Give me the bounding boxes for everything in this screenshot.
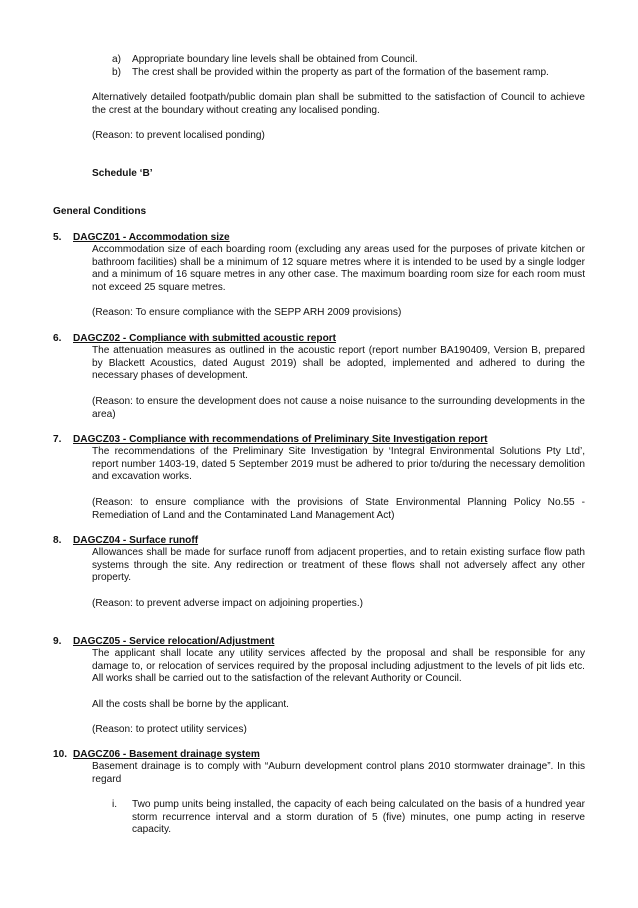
list-label: a): [112, 54, 121, 65]
condition-heading: DAGCZ06 - Basement drainage system: [73, 749, 260, 760]
list-text: The crest shall be provided within the property as part of the formation of the basement ramp.: [132, 67, 549, 78]
condition-number: 9.: [53, 636, 62, 647]
condition-heading: DAGCZ02 - Compliance with submitted acoustic report: [73, 333, 337, 344]
condition-heading: DAGCZ04 - Surface runoff: [73, 535, 199, 546]
condition-body: Allowances shall be made for surface runoff from adjacent properties, and to retain existing surface flow path systems through the site. Any redirection or treatment of these flows shall not adversely affect any other property.: [92, 547, 585, 583]
condition-body: Basement drainage is to comply with “Auburn development control plans 2010 stormwater drainage”. In this regard: [92, 761, 585, 785]
condition-body: Accommodation size of each boarding room (excluding any areas used for the purposes of private kitchen or bathroom facilities) shall be a minimum of 12 square metres where it is intended to be used by a single lodger and a minimum of 16 square metres in any other case. The maximum boarding room size for each room must not exceed 25 square metres.: [92, 244, 585, 293]
condition-number: 7.: [53, 434, 62, 445]
condition-number: 8.: [53, 535, 62, 546]
reason-text: (Reason: to prevent localised ponding): [92, 130, 265, 141]
condition-body: The recommendations of the Preliminary Site Investigation by ‘Integral Environmental Solutions Pty Ltd’, report number 1403-19, dated 5 September 2019 must be adhered to prior to/during the necessary demolition and excavation works.: [92, 446, 585, 482]
condition-heading: DAGCZ03 - Compliance with recommendations of Preliminary Site Investigation report: [73, 434, 488, 445]
reason-text: (Reason: to prevent adverse impact on adjoining properties.): [92, 598, 363, 609]
reason-text: (Reason: to ensure compliance with the provisions of State Environmental Planning Policy No.55 - Remediation of Land and the Contaminated Land Management Act): [92, 497, 585, 521]
reason-text: (Reason: to protect utility services): [92, 724, 247, 735]
condition-body: The applicant shall locate any utility services affected by the proposal and shall be responsible for any damage to, or relocation of services required by the proposal including adjustment to the levels of pit lids etc. All works shall be carried out to the satisfaction of the relevant Authority or Council.: [92, 648, 585, 684]
condition-number: 6.: [53, 333, 62, 344]
condition-body: The attenuation measures as outlined in the acoustic report (report number BA190409, Version B, prepared by Blackett Acoustics, dated August 2019) shall be adopted, implemented and adhered to during the necessary phases of development.: [92, 345, 585, 381]
condition-extra: All the costs shall be borne by the applicant.: [92, 699, 289, 710]
list-label: b): [112, 67, 121, 78]
condition-number: 10.: [53, 749, 68, 760]
schedule-title: Schedule ‘B’: [92, 168, 153, 179]
section-title: General Conditions: [53, 206, 147, 217]
sublist-label: i.: [112, 799, 118, 810]
list-text: Appropriate boundary line levels shall be obtained from Council.: [132, 54, 418, 65]
paragraph-alternative: Alternatively detailed footpath/public domain plan shall be submitted to the satisfaction of Council to achieve the crest at the boundary without creating any localised ponding.: [92, 92, 585, 116]
reason-text: (Reason: To ensure compliance with the SEPP ARH 2009 provisions): [92, 307, 402, 318]
sublist-text: Two pump units being installed, the capacity of each being calculated on the basis of a hundred year storm recurrence interval and a storm duration of 5 (five) minutes, one pump acting in reserve capacity.: [132, 799, 585, 835]
condition-heading: DAGCZ05 - Service relocation/Adjustment: [73, 636, 275, 647]
condition-heading: DAGCZ01 - Accommodation size: [73, 232, 230, 243]
reason-text: (Reason: to ensure the development does not cause a noise nuisance to the surrounding developments in the area): [92, 396, 585, 420]
condition-number: 5.: [53, 232, 62, 243]
